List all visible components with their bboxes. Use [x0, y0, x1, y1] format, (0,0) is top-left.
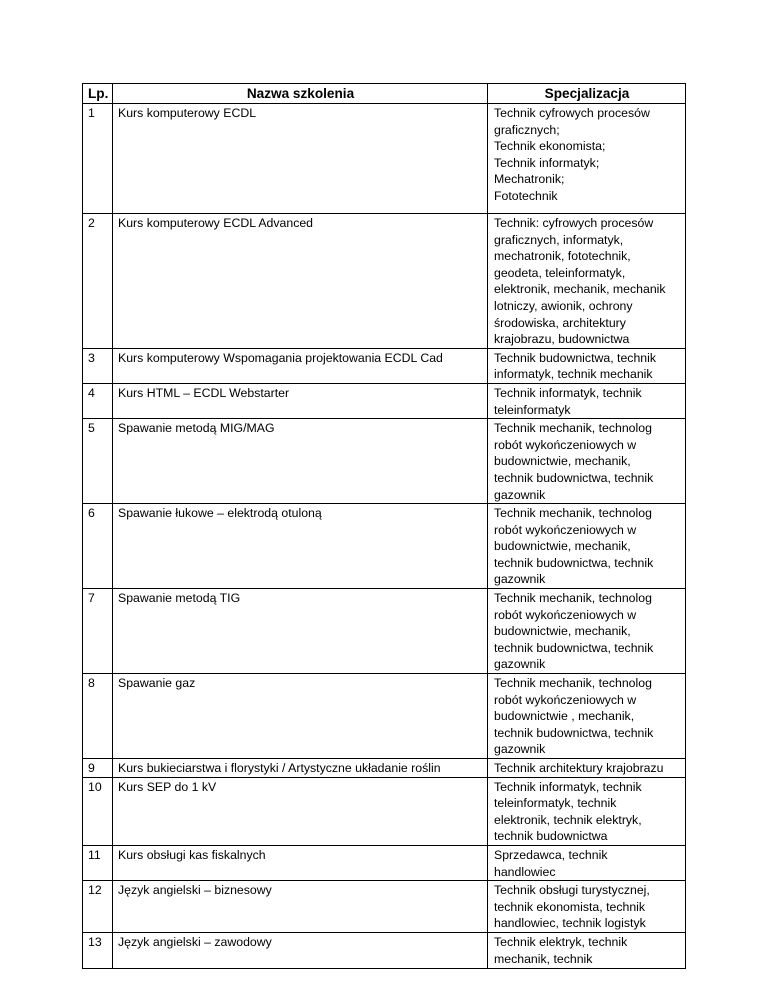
- table-row: [83, 759, 686, 778]
- cell-training-name: Spawanie gaz: [113, 674, 488, 759]
- cell-training-name: Kurs komputerowy ECDL Advanced: [113, 214, 488, 349]
- specialization-line: graficznych;: [494, 122, 560, 137]
- specialization-line: Technik informatyk, technik: [494, 385, 642, 400]
- cell-training-name: Kurs bukieciarstwa i florystyki / Artystyczne układanie roślin: [113, 759, 488, 778]
- specialization-line: technik budownictwa, technik: [494, 725, 654, 740]
- cell-specialization: [488, 419, 686, 504]
- specialization-line: teleinformatyk, technik: [494, 796, 617, 811]
- cell-specialization: [488, 104, 686, 214]
- cell-specialization: [488, 504, 686, 589]
- specialization-line: technik budownictwa: [494, 829, 608, 844]
- specialization-line: budownictwie , mechanik,: [494, 709, 635, 724]
- cell-specialization: [488, 383, 686, 418]
- cell-training-name: Kurs obsługi kas fiskalnych: [113, 845, 488, 880]
- table-body: [83, 104, 686, 969]
- cell-specialization: [488, 214, 686, 349]
- training-table: [82, 83, 686, 969]
- cell-lp: 7: [83, 589, 113, 674]
- cell-specialization: [488, 932, 686, 968]
- table-row: [83, 589, 686, 674]
- specialization-line: elektronik, mechanik, mechanik: [494, 282, 666, 297]
- specialization-line: Technik architektury krajobrazu: [494, 761, 664, 775]
- specialization-line: gazownik: [494, 572, 546, 587]
- cell-specialization: [488, 881, 686, 933]
- cell-specialization: [488, 674, 686, 759]
- cell-specialization: [488, 759, 686, 778]
- specialization-line: Technik informatyk, technik: [494, 779, 642, 794]
- header-spec: Specjalizacja: [488, 84, 686, 104]
- cell-lp: 4: [83, 383, 113, 418]
- specialization-line: elektronik, technik elektryk,: [494, 812, 642, 827]
- specialization-line: mechatronik, fototechnik,: [494, 249, 631, 264]
- cell-specialization: [488, 589, 686, 674]
- specialization-line: budownictwie, mechanik,: [494, 624, 631, 639]
- specialization-line: technik ekonomista, technik: [494, 899, 646, 914]
- specialization-line: gazownik: [494, 487, 546, 502]
- cell-training-name: Spawanie metodą TIG: [113, 589, 488, 674]
- table-row: [83, 383, 686, 418]
- cell-training-name: Kurs komputerowy Wspomagania projektowania ECDL Cad: [113, 348, 488, 383]
- specialization-line: Technik mechanik, technolog: [494, 676, 652, 691]
- table-row: [83, 674, 686, 759]
- cell-training-name: Spawanie metodą MIG/MAG: [113, 419, 488, 504]
- specialization-line: Technik budownictwa, technik: [494, 350, 656, 365]
- specialization-line: budownictwie, mechanik,: [494, 454, 631, 469]
- specialization-line: graficznych, informatyk,: [494, 232, 624, 247]
- cell-specialization: [488, 845, 686, 880]
- specialization-line: technik budownictwa, technik: [494, 470, 654, 485]
- specialization-line: informatyk, technik mechanik: [494, 367, 653, 382]
- specialization-line: lotniczy, awionik, ochrony: [494, 298, 633, 313]
- table-row: [83, 214, 686, 349]
- table-row: [83, 104, 686, 214]
- specialization-line: Technik elektryk, technik: [494, 934, 628, 949]
- table-row: [83, 845, 686, 880]
- specialization-line: środowiska, architektury: [494, 315, 626, 330]
- cell-lp: 13: [83, 932, 113, 968]
- specialization-line: Technik ekonomista;: [494, 139, 606, 154]
- specialization-line: Technik mechanik, technolog: [494, 421, 652, 436]
- cell-lp: 5: [83, 419, 113, 504]
- cell-specialization: [488, 777, 686, 845]
- cell-lp: 6: [83, 504, 113, 589]
- specialization-line: technik budownictwa, technik: [494, 640, 654, 655]
- cell-training-name: Kurs HTML – ECDL Webstarter: [113, 383, 488, 418]
- cell-training-name: Spawanie łukowe – elektrodą otuloną: [113, 504, 488, 589]
- specialization-line: handlowiec, technik logistyk: [494, 916, 646, 931]
- specialization-line: Fototechnik: [494, 188, 558, 203]
- specialization-line: Sprzedawca, technik: [494, 847, 608, 862]
- table-row: [83, 348, 686, 383]
- cell-training-name: Język angielski – biznesowy: [113, 881, 488, 933]
- header-lp: Lp.: [83, 84, 113, 104]
- cell-lp: 1: [83, 104, 113, 214]
- cell-training-name: Język angielski – zawodowy: [113, 932, 488, 968]
- cell-specialization: [488, 348, 686, 383]
- specialization-line: handlowiec: [494, 864, 556, 879]
- specialization-line: robót wykończeniowych w: [494, 522, 637, 537]
- specialization-line: Technik obsługi turystycznej,: [494, 883, 650, 898]
- specialization-line: technik budownictwa, technik: [494, 555, 654, 570]
- specialization-line: gazownik: [494, 657, 546, 672]
- table-header: [83, 84, 686, 104]
- cell-training-name: Kurs SEP do 1 kV: [113, 777, 488, 845]
- cell-training-name: Kurs komputerowy ECDL: [113, 104, 488, 214]
- cell-lp: 9: [83, 759, 113, 778]
- header-row: [83, 84, 686, 104]
- specialization-line: Technik mechanik, technolog: [494, 506, 652, 521]
- specialization-line: Technik mechanik, technolog: [494, 591, 652, 606]
- table-row: [83, 419, 686, 504]
- cell-lp: 10: [83, 777, 113, 845]
- specialization-line: Technik: cyfrowych procesów: [494, 216, 654, 230]
- header-name: Nazwa szkolenia: [113, 84, 488, 104]
- specialization-line: budownictwie, mechanik,: [494, 539, 631, 554]
- specialization-line: gazownik: [494, 742, 546, 757]
- specialization-line: Technik cyfrowych procesów: [494, 106, 650, 120]
- specialization-line: Technik informatyk;: [494, 155, 600, 170]
- cell-lp: 2: [83, 214, 113, 349]
- specialization-line: teleinformatyk: [494, 402, 571, 417]
- specialization-line: mechanik, technik: [494, 951, 593, 966]
- cell-lp: 8: [83, 674, 113, 759]
- specialization-line: robót wykończeniowych w: [494, 437, 637, 452]
- specialization-line: krajobrazu, budownictwa: [494, 332, 630, 347]
- specialization-line: robót wykończeniowych w: [494, 692, 637, 707]
- table-row: [83, 932, 686, 968]
- table-row: [83, 504, 686, 589]
- table-row: [83, 777, 686, 845]
- cell-lp: 3: [83, 348, 113, 383]
- table-row: [83, 881, 686, 933]
- specialization-line: geodeta, teleinformatyk,: [494, 265, 626, 280]
- cell-lp: 11: [83, 845, 113, 880]
- cell-lp: 12: [83, 881, 113, 933]
- specialization-line: robót wykończeniowych w: [494, 607, 637, 622]
- specialization-line: Mechatronik;: [494, 172, 565, 187]
